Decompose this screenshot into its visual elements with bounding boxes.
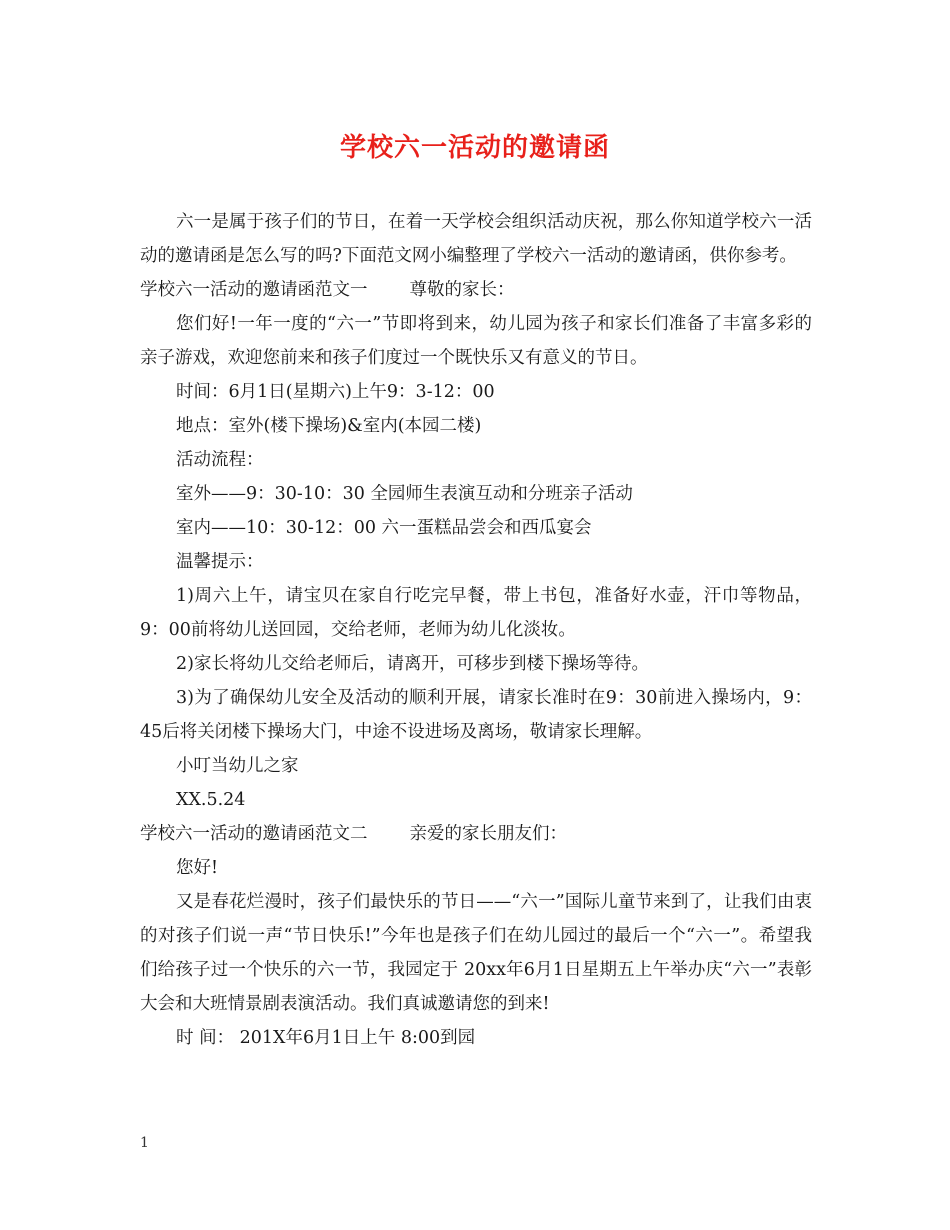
document-body — [140, 205, 812, 1055]
page-number: 1 — [140, 1135, 149, 1151]
intro-paragraph: 六一是属于孩子们的节日，在着一天学校会组织活动庆祝，那么你知道学校六一活动的邀请函是怎么写的吗?下面范文网小编整理了学校六一活动的邀请函，供你参考。 — [140, 212, 812, 266]
sample1-tip-1: 1)周六上午，请宝贝在家自行吃完早餐，带上书包，准备好水壶，汗巾等物品，9：00前将幼儿送回园，交给老师，老师为幼儿化淡妆。 — [140, 586, 812, 640]
sample1-flow-label: 活动流程： — [176, 450, 264, 470]
sample1-heading: 学校六一活动的邀请函范文一 — [140, 280, 368, 300]
sample1-tips-label: 温馨提示： — [176, 552, 264, 572]
sample2-time: 时 间： 201X年6月1日上午 8:00到园 — [176, 1028, 476, 1048]
sample1-place: 地点：室外(楼下操场)&室内(本园二楼) — [176, 416, 482, 436]
document-title: 学校六一活动的邀请函 — [339, 133, 610, 163]
sample1-tip-2: 2)家长将幼儿交给老师后，请离开，可移步到楼下操场等待。 — [176, 654, 649, 674]
sample2-greeting: 您好! — [176, 858, 219, 878]
sample2-salutation: 亲爱的家长朋友们： — [409, 824, 567, 844]
sample1-salutation: 尊敬的家长： — [409, 280, 515, 300]
sample1-flow-outdoor: 室外——9：30-10：30 全园师生表演互动和分班亲子活动 — [176, 484, 633, 504]
sample1-date: XX.5.24 — [176, 790, 246, 810]
sample2-heading: 学校六一活动的邀请函范文二 — [140, 824, 368, 844]
sample2-heading-line — [140, 817, 812, 851]
sample1-time: 时间：6月1日(星期六)上午9：3-12：00 — [176, 382, 495, 402]
sample1-signature: 小叮当幼儿之家 — [176, 756, 299, 776]
sample1-tip-3: 3)为了确保幼儿安全及活动的顺利开展，请家长准时在9：30前进入操场内，9：45后将关闭楼下操场大门，中途不设进场及离场，敬请家长理解。 — [140, 688, 812, 742]
sample2-body: 又是春花烂漫时，孩子们最快乐的节日——“六一”国际儿童节来到了，让我们由衷的对孩子们说一声“节日快乐!”今年也是孩子们在幼儿园过的最后一个“六一”。希望我们给孩子过一个快乐的六一节，我园定于 20xx年6月1日星期五上午举办庆“六一”表彰大会和大班情景剧表演活动。我们真诚邀请您的到来! — [140, 892, 812, 1014]
sample1-heading-line — [140, 273, 812, 307]
sample1-greeting: 您们好!一年一度的“六一”节即将到来，幼儿园为孩子和家长们准备了丰富多彩的亲子游戏，欢迎您前来和孩子们度过一个既快乐又有意义的节日。 — [140, 314, 812, 368]
sample1-flow-indoor: 室内——10：30-12：00 六一蛋糕品尝会和西瓜宴会 — [176, 518, 592, 538]
